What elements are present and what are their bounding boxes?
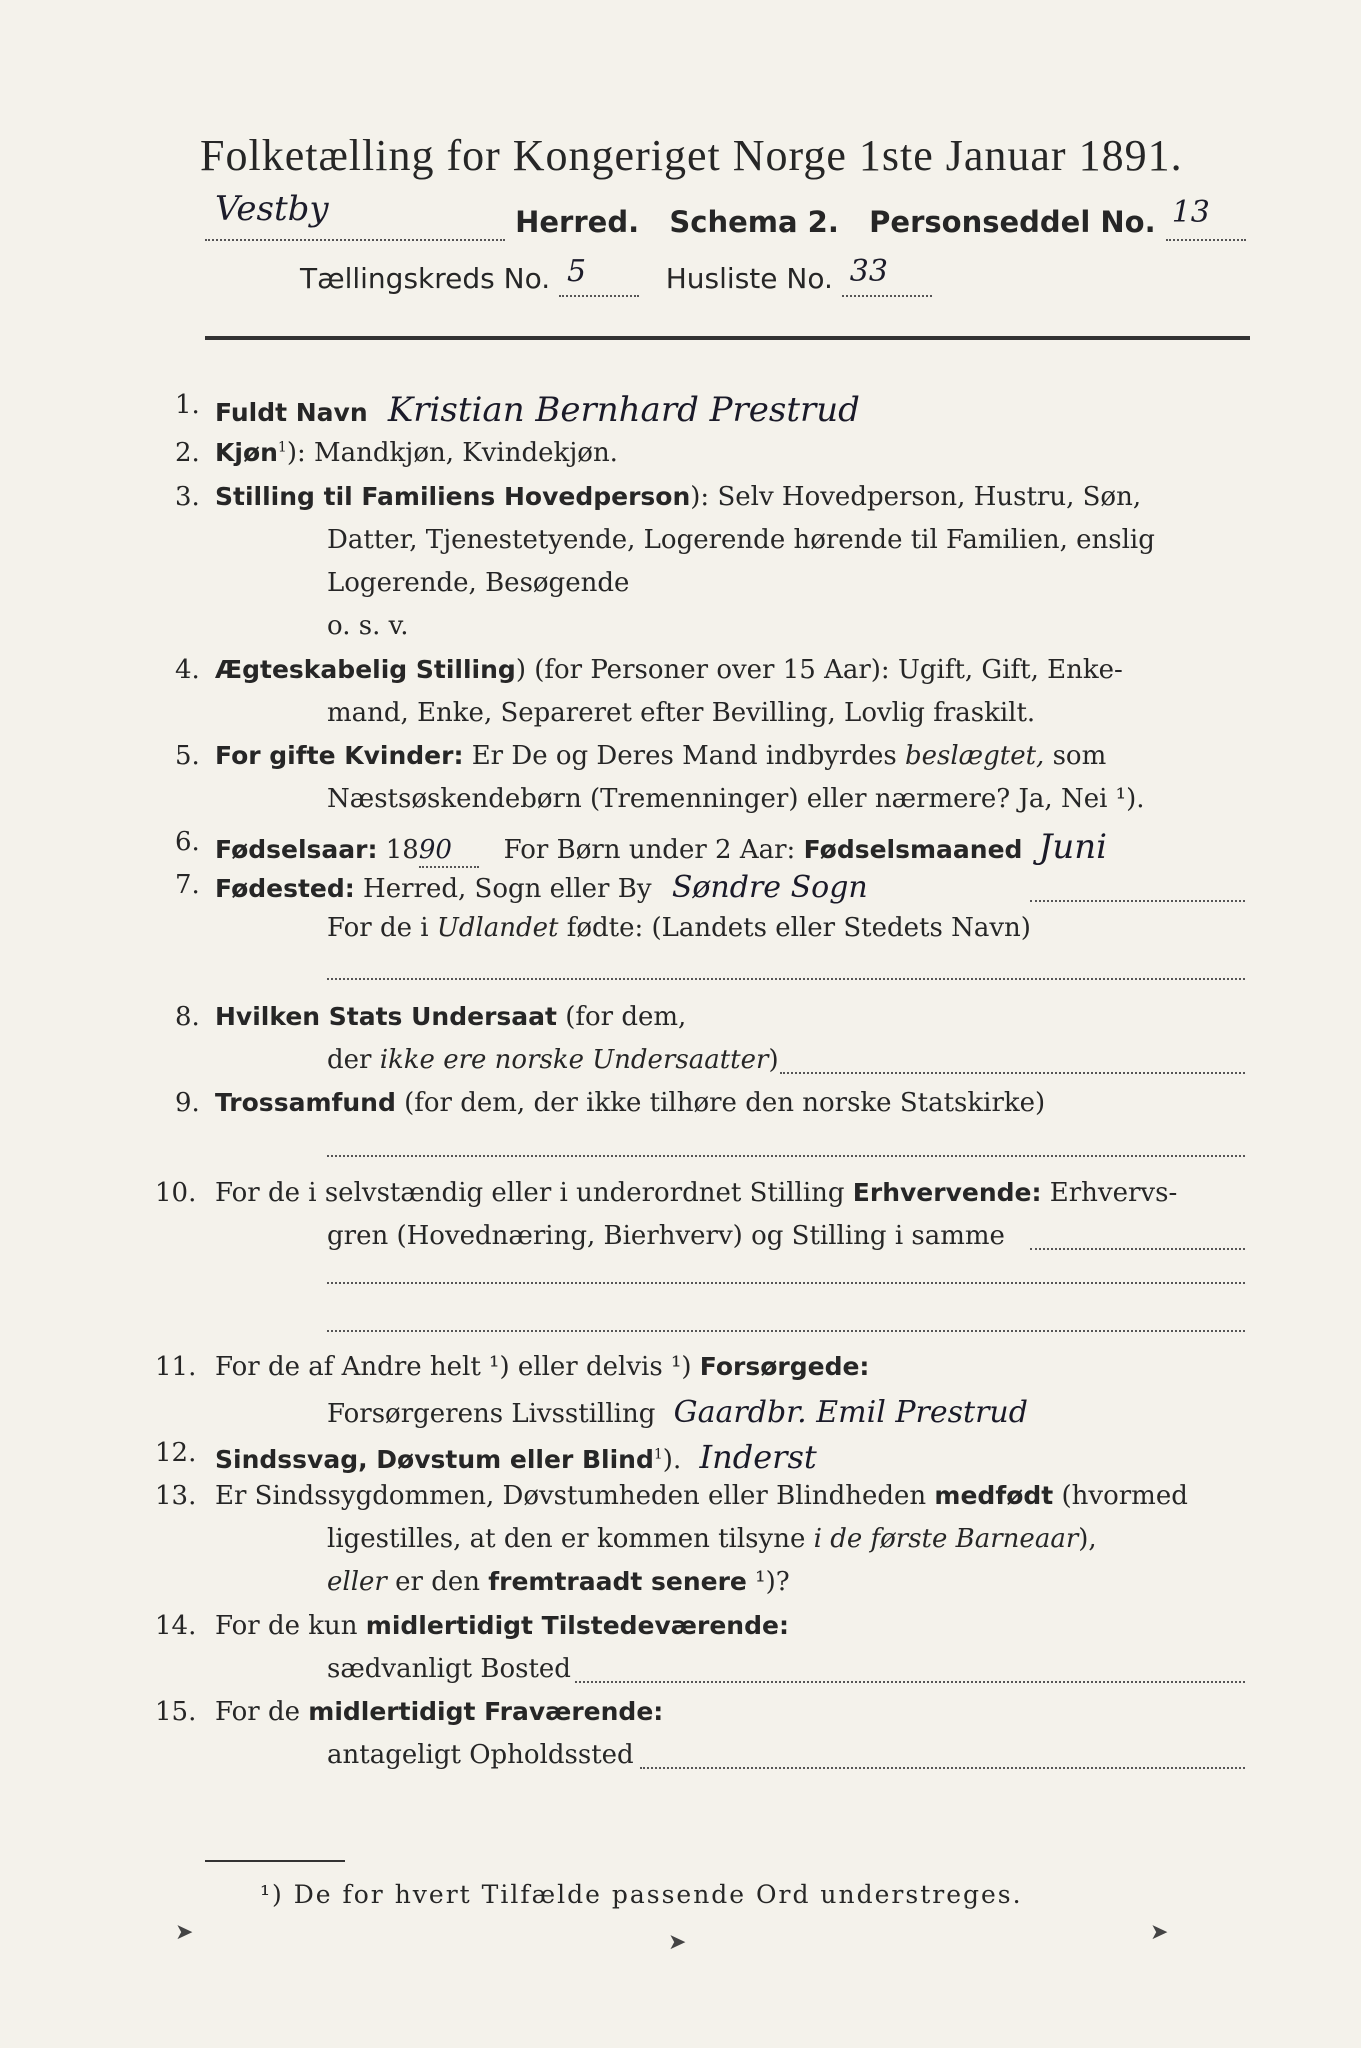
q3-options: ): Selv Hovedperson, Hustru, Søn, — [690, 482, 1142, 512]
question-10: 10. For de i selvstændig eller i underordnet Stilling Erhvervende: Erhvervs- — [155, 1178, 1178, 1208]
q13-line2: ligestilles, at den er kommen tilsyne i de første Barneaar), — [327, 1524, 1097, 1554]
q15-line2: antageligt Opholdssted — [327, 1740, 634, 1770]
q4-options: ) (for Personer over 15 Aar): Ugift, Gift, Enke- — [515, 655, 1123, 685]
question-1: 1. Fuldt Navn Kristian Bernhard Prestrud — [175, 390, 860, 430]
q10-line2: gren (Hovednæring, Bierhverv) og Stilling i samme — [327, 1221, 1005, 1251]
footnote-divider — [205, 1860, 345, 1862]
q14-label: midlertidigt Tilstedeværende: — [365, 1611, 789, 1640]
q15-label: midlertidigt Fraværende: — [308, 1697, 664, 1726]
taellingskreds-value: 5 — [567, 254, 587, 289]
question-4: 4. Ægteskabelig Stilling) (for Personer over 15 Aar): Ugift, Gift, Enke- — [175, 655, 1123, 685]
q4-label: Ægteskabelig Stilling — [215, 655, 516, 684]
registration-mark-icon: ➤ — [668, 1930, 687, 1955]
q6-month-value: Juni — [1038, 827, 1108, 867]
question-12: 12. Sindssvag, Døvstum eller Blind$^1$). Inderst — [155, 1438, 817, 1476]
question-7: 7. Fødested: Herred, Sogn eller By Søndre Sogn — [175, 870, 868, 905]
q5-label: For gifte Kvinder: — [215, 741, 464, 770]
taellingskreds-label: Tællingskreds No. — [300, 262, 551, 295]
q10-label: Erhvervende: — [852, 1178, 1042, 1207]
header-divider — [205, 336, 1250, 340]
schema-label: Schema 2. — [669, 205, 839, 239]
question-11: 11. For de af Andre helt ¹) eller delvis ¹) Forsørgede: — [155, 1352, 870, 1382]
personseddel-value: 13 — [1171, 195, 1210, 230]
q7-label: Fødested: — [215, 874, 355, 903]
q11-value: Gaardbr. Emil Prestrud — [673, 1395, 1028, 1430]
q12-value: Inderst — [699, 1438, 817, 1476]
q2-label: Kjøn — [215, 438, 278, 467]
question-9: 9. Trossamfund (for dem, der ikke tilhøre den norske Statskirke) — [175, 1088, 1046, 1118]
footnote: ¹) De for hvert Tilfælde passende Ord understreges. — [260, 1880, 1023, 1909]
q7-line2: For de i Udlandet fødte: (Landets eller Stedets Navn) — [327, 913, 1031, 943]
herred-label: Herred. — [515, 205, 640, 239]
registration-mark-icon: ➤ — [1150, 1920, 1169, 1945]
q3-line4: o. s. v. — [327, 611, 409, 641]
q8-label: Hvilken Stats Undersaat — [215, 1002, 557, 1031]
q13-label: medfødt — [934, 1481, 1054, 1510]
q13-line3: eller er den fremtraadt senere ¹)? — [327, 1567, 790, 1597]
question-13: 13. Er Sindssygdommen, Døvstumheden eller Blindheden medfødt (hvormed — [155, 1481, 1188, 1511]
q4-line2: mand, Enke, Separeret efter Bevilling, Lovlig fraskilt. — [327, 698, 1036, 728]
q1-label: Fuldt Navn — [215, 398, 368, 427]
header-row-herred — [205, 189, 1246, 241]
question-15: 15. For de midlertidigt Fraværende: — [155, 1697, 664, 1727]
question-5: 5. For gifte Kvinder: Er De og Deres Mand indbyrdes beslægtet, som — [175, 741, 1107, 771]
question-2: 2. Kjøn$^1$): Mandkjøn, Kvindekjøn. — [175, 438, 618, 468]
q3-line2: Datter, Tjenestetyende, Logerende hørende til Familien, enslig — [327, 525, 1155, 555]
q6-year-value: 90 — [418, 835, 452, 865]
q5-line2: Næstsøskendebørn (Tremenninger) eller nærmere? Ja, Nei ¹). — [327, 784, 1145, 814]
herred-value: Vestby — [215, 189, 329, 229]
q11-line2: Forsørgerens Livsstilling Gaardbr. Emil Prestrud — [327, 1395, 1028, 1430]
personseddel-label: Personseddel No. — [869, 205, 1156, 239]
q1-value: Kristian Bernhard Prestrud — [387, 390, 860, 430]
husliste-value: 33 — [849, 254, 888, 289]
header-row-taellingskreds — [300, 254, 932, 297]
q3-label: Stilling til Familiens Hovedperson — [215, 482, 691, 511]
question-14: 14. For de kun midlertidigt Tilstedeværende: — [155, 1611, 789, 1641]
q6-label: Fødselsaar: — [215, 835, 378, 864]
question-3: 3. Stilling til Familiens Hovedperson): Selv Hovedperson, Hustru, Søn, — [175, 482, 1142, 512]
q11-label: Forsørgede: — [699, 1352, 870, 1381]
q9-label: Trossamfund — [215, 1088, 396, 1117]
registration-mark-icon: ➤ — [175, 1920, 194, 1945]
form-title: Folketælling for Kongeriget Norge 1ste Januar 1891. — [200, 131, 1183, 180]
q14-line2: sædvanligt Bosted — [327, 1654, 571, 1684]
q8-line2: der ikke ere norske Undersaatter) — [327, 1045, 779, 1075]
husliste-label: Husliste No. — [665, 262, 833, 295]
q3-line3: Logerende, Besøgende — [327, 568, 630, 598]
q7-value: Søndre Sogn — [671, 870, 868, 905]
q12-label: Sindssvag, Døvstum eller Blind — [215, 1445, 654, 1474]
q6-month-label: Fødselsmaaned — [803, 835, 1023, 864]
question-6: 6. Fødselsaar: 1890 For Børn under 2 Aar: Fødselsmaaned Juni — [175, 827, 1108, 867]
q2-options: ): Mandkjøn, Kvindekjøn. — [286, 438, 618, 468]
question-8: 8. Hvilken Stats Undersaat (for dem, — [175, 1002, 687, 1032]
